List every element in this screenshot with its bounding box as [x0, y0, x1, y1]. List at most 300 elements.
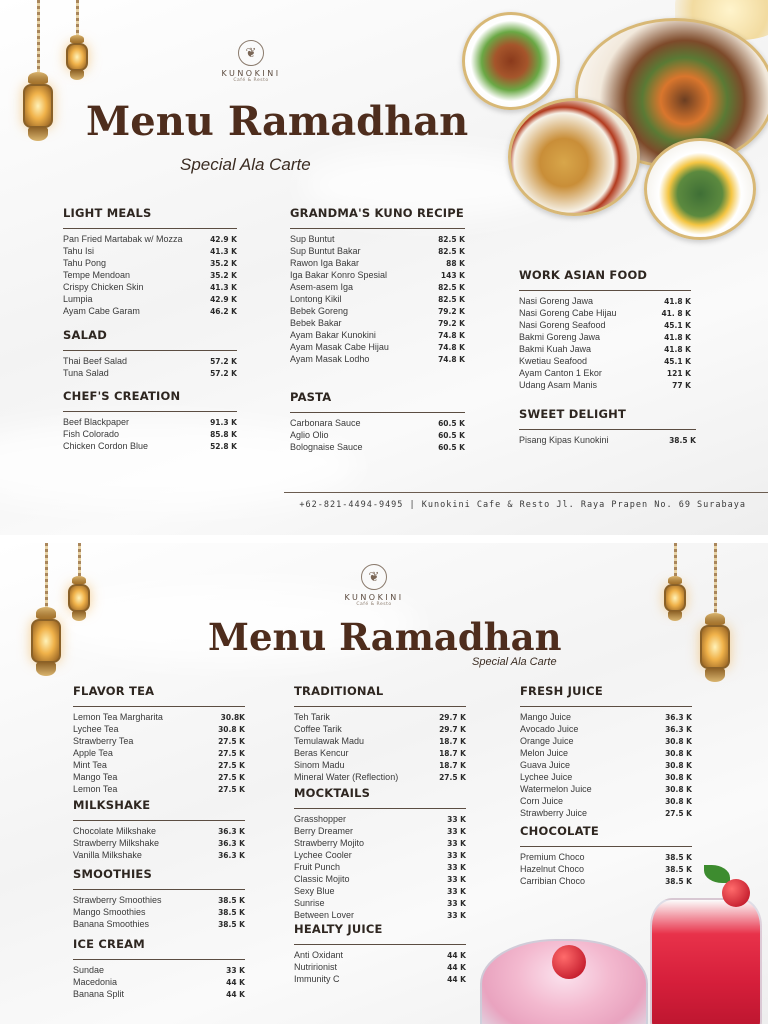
menu-item: [519, 332, 691, 344]
menu-item-price: 41.3 K: [210, 283, 237, 292]
menu-item: [290, 234, 465, 246]
menu-item-name: Lychee Cooler: [294, 850, 352, 860]
contact-footer: +62-821-4494-9495 | Kunokini Cafe & Resto Jl. Raya Prapen No. 69 Surabaya: [284, 492, 768, 510]
menu-item-price: 36.3 K: [218, 851, 245, 860]
menu-item-name: Lychee Tea: [73, 724, 119, 734]
menu-item-name: Banana Smoothies: [73, 919, 150, 929]
menu-item-name: Strawberry Milkshake: [73, 838, 160, 848]
section-traditional: [294, 684, 466, 784]
menu-item-name: Melon Juice: [520, 748, 569, 758]
section-divider: [73, 889, 245, 890]
menu-item-price: 33 K: [447, 887, 466, 896]
menu-item: [63, 270, 237, 282]
kunokini-logo: [329, 564, 419, 607]
menu-item-name: Ayam Canton 1 Ekor: [519, 368, 602, 378]
logo-name: KUNOKINI: [344, 593, 404, 602]
menu-item-price: 33 K: [447, 875, 466, 884]
menu-item-price: 74.8 K: [438, 343, 465, 352]
section-pasta: [290, 390, 465, 454]
strawberry-drink-image: [650, 898, 762, 1024]
menu-page-2: [0, 543, 768, 1024]
menu-item-price: 36.3 K: [218, 839, 245, 848]
menu-item-price: 27.5 K: [218, 761, 245, 770]
menu-item-price: 33 K: [447, 851, 466, 860]
menu-item-price: 33 K: [447, 911, 466, 920]
menu-item: [294, 814, 466, 826]
menu-item-name: Strawberry Juice: [520, 808, 588, 818]
menu-item: [294, 962, 466, 974]
menu-item-price: 30.8 K: [665, 761, 692, 770]
logo-subtitle: Café & Resto: [356, 602, 392, 607]
menu-item-price: 38.5 K: [665, 877, 692, 886]
menu-item-price: 60.5 K: [438, 443, 465, 452]
menu-item-price: 44 K: [447, 951, 466, 960]
menu-item-price: 44 K: [447, 963, 466, 972]
lantern-icon: [64, 0, 90, 85]
menu-item-name: Nasi Goreng Cabe Hijau: [519, 308, 617, 318]
menu-item-name: Lychee Juice: [520, 772, 573, 782]
menu-item: [520, 736, 692, 748]
menu-item-price: 36.3 K: [665, 713, 692, 722]
menu-item-name: Ayam Cabe Garam: [63, 306, 140, 316]
menu-item-name: Tempe Mendoan: [63, 270, 131, 280]
menu-item-name: Sexy Blue: [294, 886, 335, 896]
food-photo-nasi-hijau: [644, 138, 756, 240]
menu-item: [73, 748, 245, 760]
menu-item-name: Coffee Tarik: [294, 724, 342, 734]
menu-item-name: Nutririonist: [294, 962, 338, 972]
menu-item-name: Fish Colorado: [63, 429, 120, 439]
menu-item: [519, 368, 691, 380]
menu-item-name: Ayam Masak Cabe Hijau: [290, 342, 389, 352]
menu-item: [63, 282, 237, 294]
menu-item: [519, 435, 696, 447]
menu-item-price: 57.2 K: [210, 357, 237, 366]
food-photo-fried-meat: [462, 12, 560, 110]
menu-item: [520, 784, 692, 796]
menu-item: [63, 368, 237, 380]
logo-name: KUNOKINI: [221, 69, 281, 78]
menu-item-price: 74.8 K: [438, 331, 465, 340]
section-divider: [294, 944, 466, 945]
section-title: HEALTY JUICE: [294, 922, 383, 936]
kunokini-logo-icon: ❦: [238, 40, 264, 66]
menu-item-price: 29.7 K: [439, 713, 466, 722]
section-divider: [290, 412, 465, 413]
menu-item: [294, 712, 466, 724]
menu-item-name: Between Lover: [294, 910, 355, 920]
menu-item-name: Anti Oxidant: [294, 950, 344, 960]
section-smoothies: [73, 867, 245, 931]
menu-item: [519, 344, 691, 356]
menu-item-price: 121 K: [666, 369, 691, 378]
section-title: PASTA: [290, 390, 332, 404]
food-photo-roast-chicken: [508, 98, 640, 216]
menu-item: [290, 430, 465, 442]
menu-item-name: Watermelon Juice: [520, 784, 592, 794]
menu-item: [520, 772, 692, 784]
menu-item-name: Mango Tea: [73, 772, 118, 782]
menu-item: [63, 246, 237, 258]
menu-item-name: Strawberry Mojito: [294, 838, 365, 848]
menu-item-name: Chicken Cordon Blue: [63, 441, 149, 451]
menu-item-price: 29.7 K: [439, 725, 466, 734]
menu-item-name: Berry Dreamer: [294, 826, 354, 836]
menu-item-name: Rawon Iga Bakar: [290, 258, 360, 268]
menu-item-name: Chocolate Milkshake: [73, 826, 157, 836]
menu-item-price: 41. 8 K: [661, 309, 691, 318]
menu-item: [294, 862, 466, 874]
menu-item: [290, 418, 465, 430]
menu-item: [520, 712, 692, 724]
menu-item: [520, 876, 692, 888]
menu-item-name: Tuna Salad: [63, 368, 109, 378]
menu-item-name: Beras Kencur: [294, 748, 349, 758]
menu-item: [519, 356, 691, 368]
menu-item-price: 27.5 K: [439, 773, 466, 782]
menu-item-name: Ayam Masak Lodho: [290, 354, 370, 364]
menu-item: [73, 838, 245, 850]
menu-item: [73, 724, 245, 736]
menu-item-price: 88 K: [446, 259, 465, 268]
section-chefs-creation: [63, 389, 237, 453]
menu-item-name: Nasi Goreng Seafood: [519, 320, 606, 330]
menu-item-price: 36.3 K: [665, 725, 692, 734]
menu-item: [290, 246, 465, 258]
section-divider: [63, 411, 237, 412]
menu-item-name: Teh Tarik: [294, 712, 330, 722]
section-grandmas-kuno-recipe: [290, 206, 465, 366]
menu-item-name: Lumpia: [63, 294, 93, 304]
menu-item-name: Aglio Olio: [290, 430, 329, 440]
menu-item-name: Avocado Juice: [520, 724, 579, 734]
menu-item: [73, 895, 245, 907]
section-salad: [63, 328, 237, 380]
menu-item: [290, 354, 465, 366]
lantern-icon: [28, 543, 64, 683]
menu-item-price: 33 K: [447, 815, 466, 824]
lantern-icon: [66, 543, 92, 625]
menu-item: [73, 760, 245, 772]
lantern-icon: [662, 543, 688, 625]
menu-item: [520, 852, 692, 864]
menu-item-name: Pan Fried Martabak w/ Mozza: [63, 234, 183, 244]
menu-item-name: Tahu Pong: [63, 258, 107, 268]
menu-item-price: 85.8 K: [210, 430, 237, 439]
menu-item: [294, 850, 466, 862]
menu-item: [63, 441, 237, 453]
menu-item: [290, 294, 465, 306]
logo-subtitle: Café & Resto: [233, 78, 269, 83]
menu-item: [520, 724, 692, 736]
menu-item-name: Vanilla Milkshake: [73, 850, 142, 860]
menu-item-price: 27.5 K: [665, 809, 692, 818]
menu-item-name: Crispy Chicken Skin: [63, 282, 144, 292]
kunokini-logo-icon: ❦: [361, 564, 387, 590]
cherry-image: [552, 945, 586, 979]
menu-item: [290, 306, 465, 318]
menu-item: [73, 772, 245, 784]
section-title: MILKSHAKE: [73, 798, 151, 812]
menu-item-name: Kwetiau Seafood: [519, 356, 588, 366]
menu-item: [519, 308, 691, 320]
menu-item: [294, 838, 466, 850]
menu-item-price: 45.1 K: [664, 321, 691, 330]
menu-item-price: 41.8 K: [664, 297, 691, 306]
menu-item-name: Nasi Goreng Jawa: [519, 296, 594, 306]
menu-item-name: Tahu Isi: [63, 246, 95, 256]
section-divider: [294, 706, 466, 707]
menu-item-name: Thai Beef Salad: [63, 356, 128, 366]
mint-leaf-image: [704, 865, 730, 883]
menu-item: [290, 342, 465, 354]
section-divider: [519, 429, 696, 430]
menu-item: [290, 258, 465, 270]
menu-item-price: 27.5 K: [218, 737, 245, 746]
lantern-icon: [697, 543, 733, 691]
menu-item: [294, 724, 466, 736]
section-title: CHEF'S CREATION: [63, 389, 181, 403]
menu-item-name: Grasshopper: [294, 814, 347, 824]
menu-item-price: 41.8 K: [664, 345, 691, 354]
section-title: SALAD: [63, 328, 107, 342]
menu-item-price: 60.5 K: [438, 431, 465, 440]
menu-item: [290, 318, 465, 330]
menu-item: [73, 907, 245, 919]
section-title: FRESH JUICE: [520, 684, 603, 698]
menu-item-price: 38.5 K: [218, 896, 245, 905]
section-divider: [73, 706, 245, 707]
menu-item-name: Guava Juice: [520, 760, 571, 770]
menu-item: [73, 989, 245, 1001]
menu-item-price: 82.5 K: [438, 235, 465, 244]
menu-item-price: 30.8 K: [665, 797, 692, 806]
section-title: SWEET DELIGHT: [519, 407, 627, 421]
section-divider: [73, 959, 245, 960]
menu-item-name: Bakmi Kuah Jawa: [519, 344, 592, 354]
menu-item-name: Bebek Goreng: [290, 306, 349, 316]
menu-item-name: Immunity C: [294, 974, 340, 984]
menu-item-price: 79.2 K: [438, 319, 465, 328]
menu-item: [519, 320, 691, 332]
menu-item-price: 44 K: [226, 978, 245, 987]
menu-item-name: Mango Smoothies: [73, 907, 146, 917]
menu-item-name: Premium Choco: [520, 852, 585, 862]
menu-item-price: 77 K: [672, 381, 691, 390]
menu-item-price: 38.5 K: [218, 920, 245, 929]
menu-item: [294, 772, 466, 784]
menu-item-name: Bebek Bakar: [290, 318, 342, 328]
menu-item-name: Pisang Kipas Kunokini: [519, 435, 609, 445]
menu-item: [73, 784, 245, 796]
menu-item: [73, 977, 245, 989]
menu-item-price: 52.8 K: [210, 442, 237, 451]
menu-item-name: Sup Buntut Bakar: [290, 246, 361, 256]
menu-item: [63, 417, 237, 429]
menu-item-price: 57.2 K: [210, 369, 237, 378]
menu-item-name: Iga Bakar Konro Spesial: [290, 270, 388, 280]
section-sweet-delight: [519, 407, 696, 447]
menu-item: [63, 294, 237, 306]
menu-item-name: Sup Buntut: [290, 234, 335, 244]
menu-item-price: 30.8 K: [665, 737, 692, 746]
menu-item: [63, 429, 237, 441]
section-divider: [519, 290, 691, 291]
section-title: GRANDMA'S KUNO RECIPE: [290, 206, 464, 220]
section-chocolate: [520, 824, 692, 888]
section-title: SMOOTHIES: [73, 867, 152, 881]
menu-item-price: 82.5 K: [438, 247, 465, 256]
menu-item-name: Apple Tea: [73, 748, 113, 758]
menu-item: [294, 910, 466, 922]
menu-item-price: 18.7 K: [439, 749, 466, 758]
menu-item-price: 30.8 K: [665, 785, 692, 794]
kunokini-logo: [206, 40, 296, 83]
menu-item-name: Lemon Tea: [73, 784, 118, 794]
menu-item-name: Macedonia: [73, 977, 118, 987]
section-divider: [290, 228, 465, 229]
menu-item-name: Sundae: [73, 965, 105, 975]
menu-item: [73, 826, 245, 838]
section-divider: [73, 820, 245, 821]
page-subtitle: Special Ala Carte: [180, 155, 311, 174]
strawberry-garnish-image: [722, 879, 750, 907]
menu-item: [520, 748, 692, 760]
menu-item-name: Lontong Kikil: [290, 294, 342, 304]
section-mocktails: [294, 786, 466, 922]
menu-item-name: Sinom Madu: [294, 760, 345, 770]
section-divider: [63, 350, 237, 351]
menu-item-price: 18.7 K: [439, 737, 466, 746]
section-title: TRADITIONAL: [294, 684, 384, 698]
menu-item-price: 27.5 K: [218, 773, 245, 782]
menu-item-name: Corn Juice: [520, 796, 564, 806]
menu-item-price: 41.8 K: [664, 333, 691, 342]
menu-item-price: 33 K: [226, 966, 245, 975]
menu-item-price: 38.5 K: [665, 853, 692, 862]
section-divider: [520, 706, 692, 707]
menu-item-price: 45.1 K: [664, 357, 691, 366]
menu-item-price: 33 K: [447, 827, 466, 836]
menu-item-price: 42.9 K: [210, 295, 237, 304]
menu-item-price: 27.5 K: [218, 749, 245, 758]
menu-item-name: Orange Juice: [520, 736, 574, 746]
menu-item-price: 44 K: [447, 975, 466, 984]
menu-item-price: 33 K: [447, 899, 466, 908]
menu-item-name: Mango Juice: [520, 712, 572, 722]
menu-item-price: 35.2 K: [210, 259, 237, 268]
section-flavor-tea: [73, 684, 245, 796]
menu-item-name: Carribian Choco: [520, 876, 586, 886]
section-title: ICE CREAM: [73, 937, 145, 951]
menu-item-price: 38.5 K: [218, 908, 245, 917]
page-title: Menu Ramadhan: [86, 98, 469, 145]
menu-item: [519, 380, 691, 392]
menu-item: [63, 306, 237, 318]
menu-item-price: 44 K: [226, 990, 245, 999]
menu-item-price: 36.3 K: [218, 827, 245, 836]
menu-item-price: 33 K: [447, 863, 466, 872]
menu-item-name: Ayam Bakar Kunokini: [290, 330, 376, 340]
menu-item-price: 79.2 K: [438, 307, 465, 316]
menu-item-name: Bakmi Goreng Jawa: [519, 332, 601, 342]
menu-item-price: 82.5 K: [438, 295, 465, 304]
menu-item: [73, 712, 245, 724]
menu-item: [520, 796, 692, 808]
menu-item-price: 91.3 K: [210, 418, 237, 427]
menu-item-name: Bolognaise Sauce: [290, 442, 363, 452]
menu-item: [294, 974, 466, 986]
menu-item: [294, 748, 466, 760]
menu-item-price: 30.8 K: [218, 725, 245, 734]
menu-item-name: Fruit Punch: [294, 862, 341, 872]
menu-item-price: 46.2 K: [210, 307, 237, 316]
menu-item: [294, 736, 466, 748]
menu-item-price: 41.3 K: [210, 247, 237, 256]
page-subtitle: Special Ala Carte: [472, 656, 557, 668]
menu-item: [73, 736, 245, 748]
section-work-asian-food: [519, 268, 691, 392]
menu-item-name: Temulawak Madu: [294, 736, 365, 746]
section-divider: [294, 808, 466, 809]
menu-item-price: 35.2 K: [210, 271, 237, 280]
section-title: LIGHT MEALS: [63, 206, 152, 220]
menu-item-price: 30.8 K: [665, 749, 692, 758]
menu-item: [520, 760, 692, 772]
menu-item-price: 30.8K: [220, 713, 245, 722]
menu-item-name: Strawberry Tea: [73, 736, 134, 746]
menu-item: [73, 850, 245, 862]
section-milkshake: [73, 798, 245, 862]
menu-item-price: 82.5 K: [438, 283, 465, 292]
menu-item: [73, 965, 245, 977]
section-light-meals: [63, 206, 237, 318]
menu-item-name: Strawberry Smoothies: [73, 895, 162, 905]
menu-item-price: 38.5 K: [669, 436, 696, 445]
menu-item-price: 30.8 K: [665, 773, 692, 782]
menu-item: [63, 356, 237, 368]
lantern-icon: [20, 0, 56, 150]
section-title: CHOCOLATE: [520, 824, 599, 838]
menu-item: [520, 808, 692, 820]
menu-item-name: Beef Blackpaper: [63, 417, 130, 427]
section-ice-cream: [73, 937, 245, 1001]
menu-item-price: 74.8 K: [438, 355, 465, 364]
menu-item-name: Banana Split: [73, 989, 125, 999]
section-healty-juice: [294, 922, 466, 986]
menu-item-name: Hazelnut Choco: [520, 864, 585, 874]
menu-item-price: 143 K: [440, 271, 465, 280]
menu-item: [519, 296, 691, 308]
menu-item-name: Mineral Water (Reflection): [294, 772, 399, 782]
menu-item-name: Mint Tea: [73, 760, 107, 770]
menu-item-price: 18.7 K: [439, 761, 466, 770]
menu-item: [290, 270, 465, 282]
menu-item: [73, 919, 245, 931]
menu-item-price: 38.5 K: [665, 865, 692, 874]
section-divider: [63, 228, 237, 229]
menu-item: [294, 760, 466, 772]
menu-item: [290, 282, 465, 294]
section-title: FLAVOR TEA: [73, 684, 155, 698]
menu-item-name: Asem-asem Iga: [290, 282, 354, 292]
menu-item-price: 42.9 K: [210, 235, 237, 244]
section-fresh-juice: [520, 684, 692, 820]
menu-item-price: 27.5 K: [218, 785, 245, 794]
menu-item: [290, 442, 465, 454]
section-divider: [520, 846, 692, 847]
menu-item-name: Lemon Tea Margharita: [73, 712, 163, 722]
